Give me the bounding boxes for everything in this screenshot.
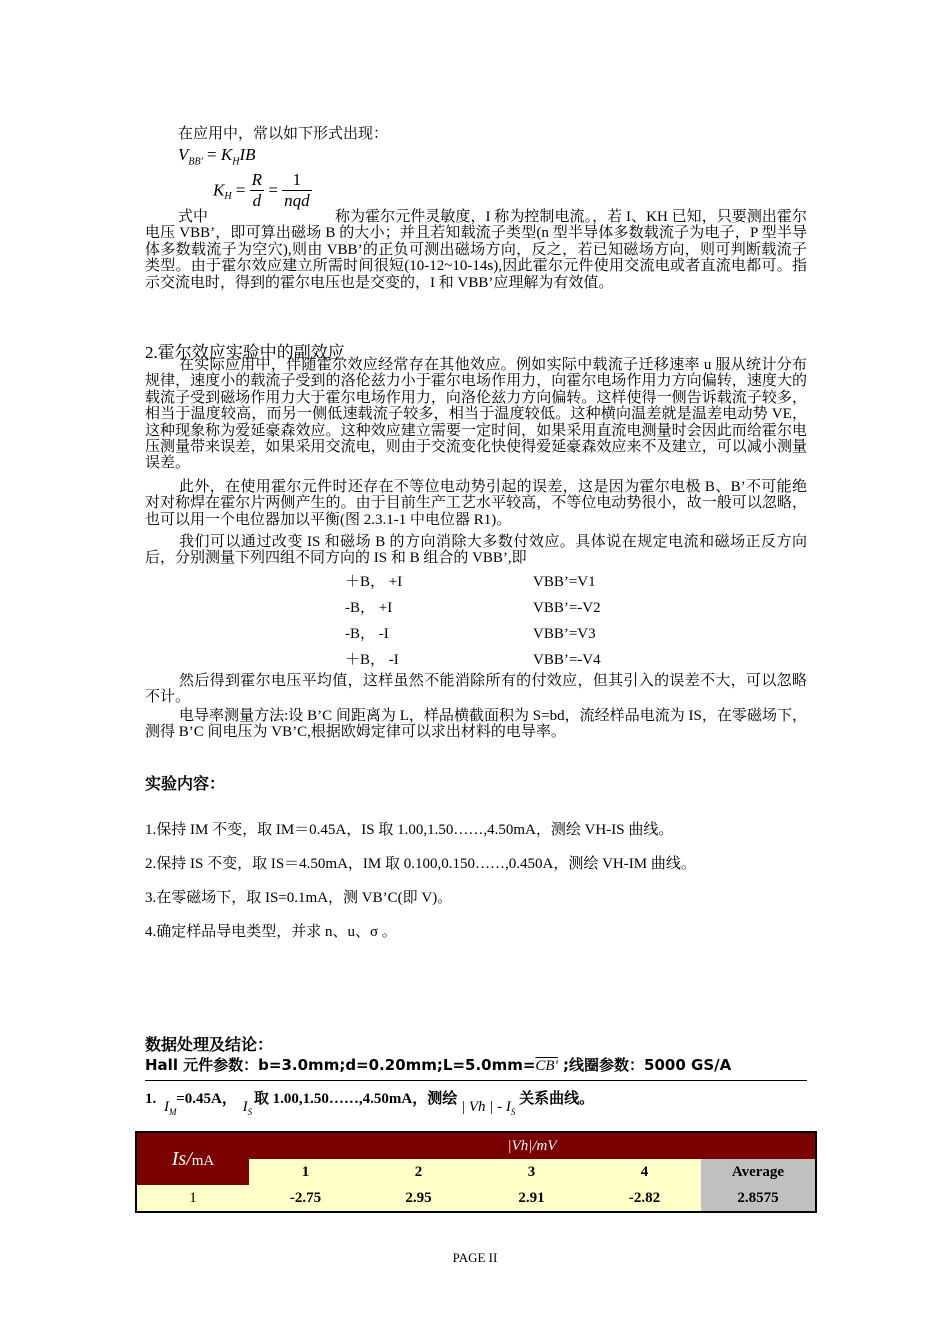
section-heading-2: 2.霍尔效应实验中的副效应 [145, 343, 345, 362]
content-item-3: 3.在零磁场下，取 IS=0.1mA，测 VB’C(即 V)。 [145, 890, 453, 906]
cell-v2: 2.95 [362, 1185, 475, 1212]
experiment-content-heading: 实验内容： [145, 774, 226, 793]
header-is: Is/mA [136, 1132, 249, 1185]
col-header-average: Average [701, 1159, 816, 1185]
intro-line: 在应用中，常以如下形式出现： [178, 126, 389, 142]
combo-left-3: -B， -I [345, 626, 389, 642]
content-item-1: 1.保持 IM 不变，取 IM＝0.45A，IS 取 1.00,1.50……,4.50mA，测绘 VH-IS 曲线。 [145, 822, 674, 838]
content-item-4: 4.确定样品导电类型，并求 n、u、σ 。 [145, 924, 397, 940]
paragraph-6: 电导率测量方法:设 B’C 间距离为 L，样品横截面积为 S=bd，流经样品电流为 IS，在零磁场下，测得 B’C 间电压为 VB’C,根据欧姆定律可以求出材料的电导率。 [145, 708, 807, 741]
cell-v4: -2.82 [588, 1185, 701, 1212]
content-item-2: 2.保持 IS 不变，取 IS＝4.50mA，IM 取 0.100,0.150……,0.450A，测绘 VH-IM 曲线。 [145, 856, 696, 872]
paragraph-1: 称为霍尔元件灵敏度，I 称为控制电流。，若 I、KH 已知，只要测出霍尔电压 VBB’，即可算出磁场 B 的大小；并且若知载流子类型(n 型半导体多数载流子为电子，P 型半导体多数载流子为空穴),则由 VBB’的正负可测出磁场方向，反之，若已知磁场方向，则可判断载流子类型。由于霍尔效应建立所需时间很短(10-12~10-14s),因此霍尔元件使用交流电或者直流电都可。指示交流电时，得到的霍尔电压也是交变的，I 和 VBB’应理解为有效值。 [145, 209, 807, 291]
combo-left-4: ＋B， -I [345, 652, 399, 668]
combo-left-2: -B， +I [345, 600, 393, 616]
page-footer: PAGE II [452, 1250, 498, 1265]
col-header-1: 1 [249, 1159, 362, 1185]
data-processing-heading: 数据处理及结论： [145, 1035, 274, 1054]
paragraph-3: 此外，在使用霍尔元件时还存在不等位电动势引起的误差，这是因为霍尔电极 B、B’不可能绝对对称焊在霍尔片两侧产生的。由于目前生产工艺水平较高，不等位电动势很小，故一般可以忽略，也可以用一个电位器加以平衡(图 2.3.1-1 中电位器 R1)。 [145, 479, 807, 528]
cell-is: 1 [136, 1185, 249, 1212]
combo-right-4: VBB’=-V4 [533, 652, 601, 668]
combo-right-3: VBB’=V3 [533, 626, 596, 642]
cell-average: 2.8575 [701, 1185, 816, 1212]
col-header-2: 2 [362, 1159, 475, 1185]
paragraph-2: 在实际应用中，伴随霍尔效应经常存在其他效应。例如实际中载流子迁移速率 u 服从统计分布规律，速度小的载流子受到的洛伦兹力小于霍尔电场作用力，向霍尔电场作用力方向偏转，速度大的载流子受到磁场作用力大于霍尔电场作用力，向洛伦兹力方向偏转。这样使得一侧告诉载流子较多，相当于温度较高，而另一侧低速载流子较多，相当于温度较低。这种横向温差就是温差电动势 VE，这种现象称为爱延豪森效应。这种效应建立需要一定时间，如果采用直流电测量时会因此而给霍尔电压测量带来误差，如果采用交流电，则由于交流变化快使得爱延豪森效应来不及建立，可以减小测量误差。 [145, 357, 807, 472]
paragraph-4: 我们可以通过改变 IS 和磁场 B 的方向消除大多数付效应。具体说在规定电流和磁场正反方向后，分别测量下列四组不同方向的 IS 和 B 组合的 VBB’,即 [145, 534, 807, 567]
col-header-3: 3 [475, 1159, 588, 1185]
combo-left-1: ＋B， +I [345, 574, 403, 590]
divider-line [145, 1080, 807, 1081]
cell-v3: 2.91 [475, 1185, 588, 1212]
paragraph-5: 然后得到霍尔电压平均值，这样虽然不能消除所有的付效应，但其引入的误差不大，可以忽略不计。 [145, 673, 807, 706]
combo-right-2: VBB’=-V2 [533, 600, 601, 616]
formula-kh: $K_H$ = $\frac{R}{d}$ = $\frac{1}{\text{nqd}}$ [213, 170, 310, 210]
hall-params: Hall 元件参数：b=3.0mm;d=0.20mm;L=5.0mm=CB' ;线圈参数：5000 GS/A [145, 1056, 732, 1074]
col-header-4: 4 [588, 1159, 701, 1185]
data-table [135, 1131, 817, 1213]
table-caption: 1. $I_M =0.45A$， $I_S$ 取 1.00,1.50……,4.50mA，测绘 | Vh | - $I_S$ 关系曲线。 [145, 1091, 595, 1117]
formula-vbb: $V_{BB'} = K_HIB$ [178, 145, 256, 168]
formula-prefix: 式中 [178, 209, 209, 225]
combo-right-1: VBB’=V1 [533, 574, 596, 590]
cell-v1: -2.75 [249, 1185, 362, 1212]
header-vh: |Vh|/mV [249, 1132, 816, 1159]
table-row [136, 1185, 816, 1212]
